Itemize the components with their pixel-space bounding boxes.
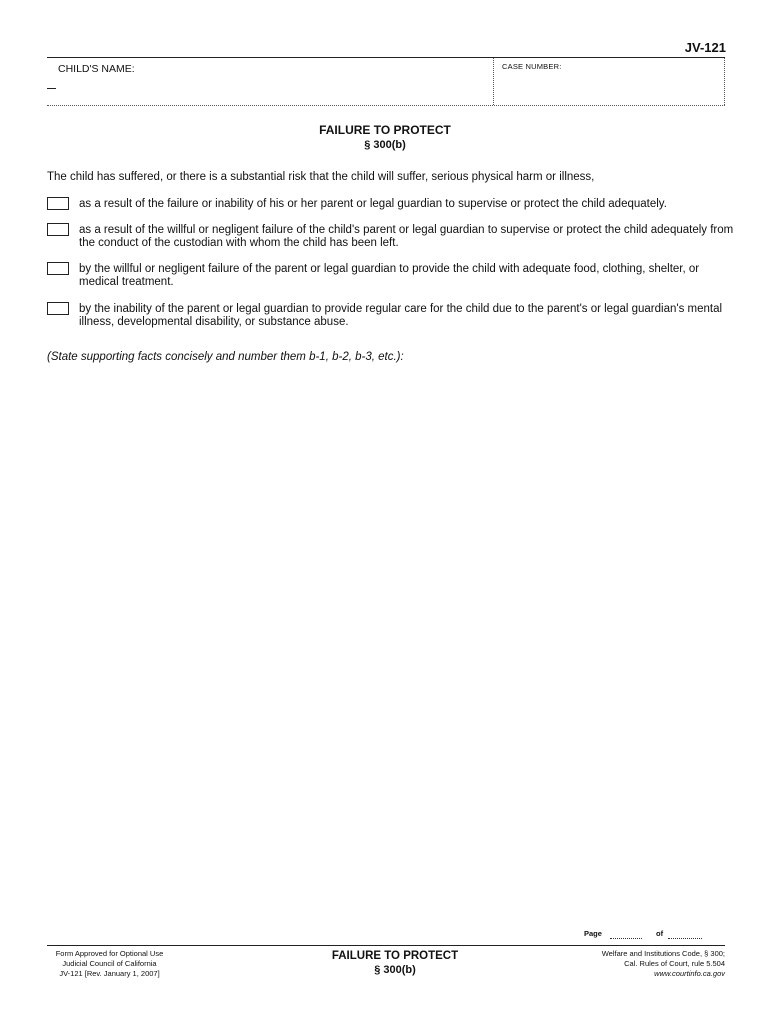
footer-left-line: JV-121 [Rev. January 1, 2007]: [59, 969, 160, 978]
footer-title: FAILURE TO PROTECT: [331, 950, 459, 962]
footer-subtitle: § 300(b): [374, 964, 416, 976]
page-label: Page: [584, 929, 602, 938]
form-subtitle: § 300(b): [364, 139, 406, 151]
child-name-label: CHILD'S NAME:: [58, 63, 135, 75]
page-numbering: [584, 929, 724, 943]
footer-approval-info: [47, 949, 172, 979]
footer-right-line: Cal. Rules of Court, rule 5.504: [624, 959, 725, 968]
child-name-line: [47, 80, 56, 89]
page-total-field[interactable]: [668, 938, 702, 939]
footer-left-line: Judicial Council of California: [62, 959, 157, 968]
option-text: as a result of the failure or inability of his or her parent or legal guardian to supervise or protect the child adequately.: [79, 198, 667, 210]
option-text: as a result of the willful or negligent failure of the child's parent or legal guardian to supervise or protect the child adequately from the conduct of the custodian with whom the child has been left.: [79, 224, 734, 249]
form-number: JV-121: [684, 40, 726, 55]
option-text: by the inability of the parent or legal guardian to provide regular care for the child due to the parent's or legal guardian's mental illness, developmental disability, or substance abuse.: [79, 303, 723, 328]
form-title: FAILURE TO PROTECT: [319, 123, 451, 137]
option-checkbox-3[interactable]: [47, 262, 69, 275]
footer-title-block: [295, 949, 495, 977]
option-checkbox-1[interactable]: [47, 197, 69, 210]
of-label: of: [656, 929, 664, 938]
intro-statement: The child has suffered, or there is a substantial risk that the child will suffer, serious physical harm or illness,: [47, 171, 595, 183]
footer-url-link[interactable]: www.courtinfo.ca.gov: [654, 969, 725, 978]
supporting-facts-instruction: (State supporting facts concisely and number them b-1, b-2, b-3, etc.):: [47, 351, 404, 363]
case-number-field[interactable]: [724, 58, 725, 105]
page-number-field[interactable]: [610, 938, 642, 939]
footer-divider: [47, 945, 725, 946]
footer-right-line: Welfare and Institutions Code, § 300;: [601, 949, 725, 958]
child-name-field[interactable]: [47, 58, 494, 105]
option-checkbox-4[interactable]: [47, 302, 69, 315]
footer-citations: [505, 949, 725, 979]
caption-box: [47, 57, 725, 106]
option-checkbox-2[interactable]: [47, 223, 69, 236]
option-text: by the willful or negligent failure of the parent or legal guardian to provide the child with adequate food, clothing, shelter, or medical treatment.: [79, 263, 700, 288]
footer-left-line: Form Approved for Optional Use: [55, 949, 164, 958]
case-number-label: CASE NUMBER:: [502, 62, 562, 71]
